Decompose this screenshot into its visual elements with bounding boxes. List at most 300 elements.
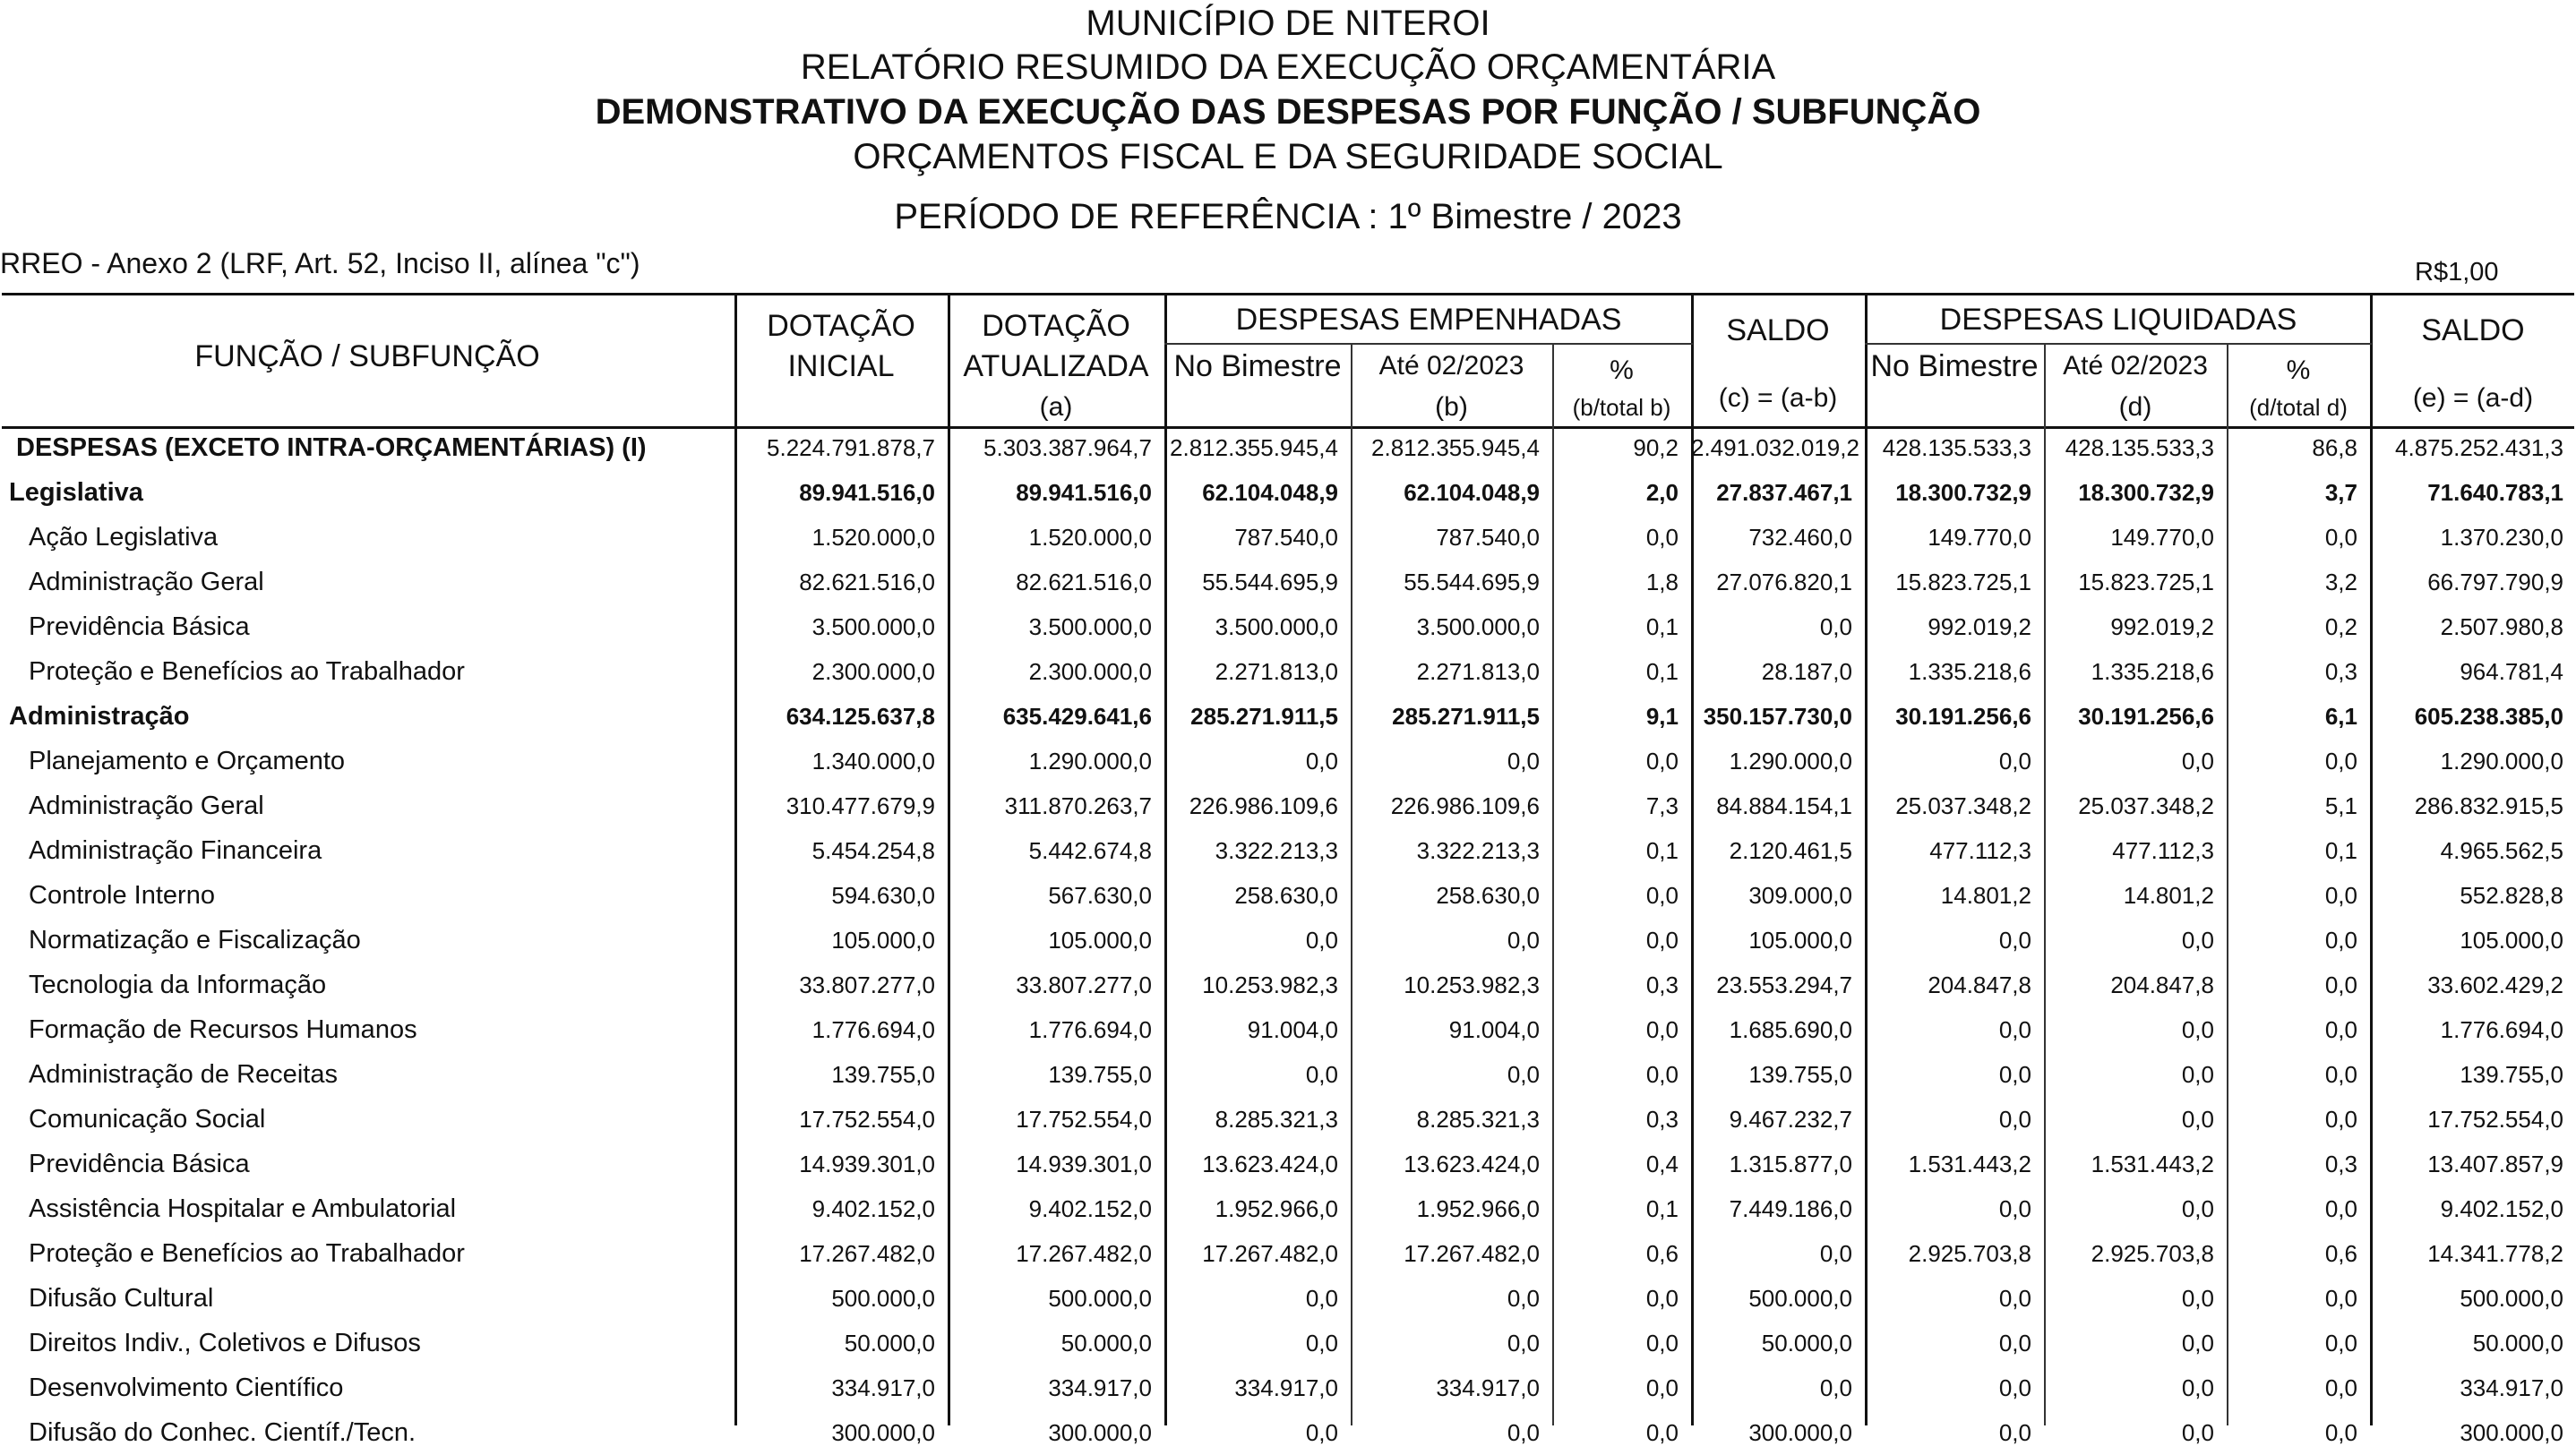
cell-liq-bimestre: 1.335.218,6 bbox=[1908, 657, 2031, 685]
table-row bbox=[0, 963, 2576, 1007]
cell-liq-ate: 14.801,2 bbox=[2123, 881, 2214, 909]
table-row bbox=[0, 1186, 2576, 1231]
cell-liq-pct: 0,3 bbox=[2324, 657, 2357, 685]
cell-emp-pct: 0,0 bbox=[1645, 523, 1679, 551]
col-header-emp-ate: (b) bbox=[1435, 392, 1468, 422]
row-label: Proteção e Benefícios ao Trabalhador bbox=[29, 1238, 465, 1268]
cell-saldo-c: 105.000,0 bbox=[1748, 926, 1852, 954]
cell-emp-ate: 17.267.482,0 bbox=[1404, 1239, 1540, 1267]
cell-dotacao-inicial: 634.125.637,8 bbox=[786, 702, 935, 730]
cell-liq-pct: 0,0 bbox=[2324, 1015, 2357, 1043]
cell-saldo-e: 334.917,0 bbox=[2460, 1374, 2563, 1401]
cell-dotacao-atualizada: 1.520.000,0 bbox=[1028, 523, 1152, 551]
cell-emp-ate: 3.322.213,3 bbox=[1416, 836, 1540, 864]
row-label: Difusão do Conhec. Científ./Tecn. bbox=[29, 1417, 416, 1447]
cell-liq-ate: 0,0 bbox=[2181, 1105, 2214, 1133]
cell-saldo-c: 1.290.000,0 bbox=[1729, 747, 1852, 775]
cell-saldo-e: 500.000,0 bbox=[2460, 1284, 2563, 1312]
cell-dotacao-inicial: 50.000,0 bbox=[844, 1329, 935, 1357]
cell-dotacao-atualizada: 17.752.554,0 bbox=[1016, 1105, 1152, 1133]
cell-liq-ate: 0,0 bbox=[2181, 926, 2214, 954]
cell-dotacao-atualizada: 1.290.000,0 bbox=[1028, 747, 1152, 775]
cell-liq-ate: 25.037.348,2 bbox=[2078, 792, 2214, 819]
col-header-saldo-e: (e) = (a-d) bbox=[2412, 383, 2534, 413]
cell-liq-ate: 477.112,3 bbox=[2112, 836, 2214, 864]
cell-saldo-c: 7.449.186,0 bbox=[1729, 1194, 1852, 1222]
cell-liq-bimestre: 0,0 bbox=[1998, 1060, 2031, 1088]
cell-emp-ate: 0,0 bbox=[1507, 1329, 1540, 1357]
cell-liq-bimestre: 0,0 bbox=[1998, 926, 2031, 954]
cell-emp-bimestre: 1.952.966,0 bbox=[1215, 1194, 1338, 1222]
cell-emp-ate: 8.285.321,3 bbox=[1416, 1105, 1540, 1133]
cell-liq-ate: 204.847,8 bbox=[2110, 971, 2214, 998]
col-group-liquidadas: DESPESAS LIQUIDADAS bbox=[1939, 303, 2297, 337]
cell-emp-ate: 0,0 bbox=[1507, 926, 1540, 954]
cell-liq-pct: 86,8 bbox=[2312, 433, 2357, 461]
cell-emp-bimestre: 334.917,0 bbox=[1234, 1374, 1338, 1401]
cell-saldo-e: 14.341.778,2 bbox=[2427, 1239, 2563, 1267]
cell-liq-bimestre: 15.823.725,1 bbox=[1895, 568, 2031, 595]
col-header-emp-bimestre: No Bimestre bbox=[1173, 349, 1342, 383]
cell-emp-pct: 0,0 bbox=[1645, 747, 1679, 775]
cell-saldo-c: 309.000,0 bbox=[1748, 881, 1852, 909]
cell-liq-pct: 5,1 bbox=[2324, 792, 2357, 819]
group-rule-empenhadas bbox=[1164, 343, 1693, 345]
cell-emp-bimestre: 91.004,0 bbox=[1247, 1015, 1338, 1043]
cell-liq-bimestre: 0,0 bbox=[1998, 1329, 2031, 1357]
cell-saldo-e: 17.752.554,0 bbox=[2427, 1105, 2563, 1133]
row-label: Planejamento e Orçamento bbox=[29, 746, 346, 775]
currency-unit: R$1,00 bbox=[2415, 258, 2499, 287]
table-row bbox=[0, 873, 2576, 918]
cell-emp-ate: 226.986.109,6 bbox=[1390, 792, 1540, 819]
cell-liq-bimestre: 0,0 bbox=[1998, 1418, 2031, 1446]
cell-dotacao-atualizada: 300.000,0 bbox=[1048, 1418, 1152, 1446]
cell-emp-ate: 0,0 bbox=[1507, 747, 1540, 775]
cell-dotacao-atualizada: 635.429.641,6 bbox=[1002, 702, 1152, 730]
col-header-emp-pct: (b/total b) bbox=[1572, 394, 1671, 421]
table-row bbox=[0, 1276, 2576, 1321]
cell-liq-ate: 0,0 bbox=[2181, 1284, 2214, 1312]
cell-liq-bimestre: 0,0 bbox=[1998, 1284, 2031, 1312]
col-header-liq-ate: Até 02/2023 bbox=[2063, 351, 2208, 381]
cell-dotacao-atualizada: 567.630,0 bbox=[1048, 881, 1152, 909]
cell-dotacao-atualizada: 9.402.152,0 bbox=[1028, 1194, 1152, 1222]
cell-emp-pct: 0,0 bbox=[1645, 881, 1679, 909]
cell-emp-ate: 91.004,0 bbox=[1448, 1015, 1540, 1043]
cell-liq-ate: 18.300.732,9 bbox=[2078, 478, 2214, 506]
col-header-funcao: FUNÇÃO / SUBFUNÇÃO bbox=[194, 339, 540, 373]
cell-dotacao-inicial: 89.941.516,0 bbox=[799, 478, 935, 506]
cell-emp-bimestre: 226.986.109,6 bbox=[1189, 792, 1338, 819]
row-label: DESPESAS (EXCETO INTRA-ORÇAMENTÁRIAS) (I) bbox=[16, 432, 647, 462]
cell-emp-pct: 7,3 bbox=[1645, 792, 1679, 819]
row-label: Difusão Cultural bbox=[29, 1283, 214, 1313]
cell-saldo-c: 0,0 bbox=[1819, 612, 1852, 640]
cell-liq-ate: 0,0 bbox=[2181, 1374, 2214, 1401]
cell-dotacao-inicial: 17.267.482,0 bbox=[799, 1239, 935, 1267]
cell-liq-bimestre: 1.531.443,2 bbox=[1908, 1150, 2031, 1177]
cell-emp-bimestre: 10.253.982,3 bbox=[1202, 971, 1338, 998]
table-row bbox=[0, 1052, 2576, 1097]
row-label: Desenvolvimento Científico bbox=[29, 1373, 344, 1402]
row-label: Assistência Hospitalar e Ambulatorial bbox=[29, 1194, 457, 1223]
table-row bbox=[0, 649, 2576, 694]
cell-dotacao-atualizada: 105.000,0 bbox=[1048, 926, 1152, 954]
cell-dotacao-atualizada: 17.267.482,0 bbox=[1016, 1239, 1152, 1267]
cell-saldo-e: 4.875.252.431,3 bbox=[2395, 433, 2563, 461]
cell-dotacao-inicial: 594.630,0 bbox=[831, 881, 935, 909]
col-header-liq-pct: % bbox=[2286, 355, 2311, 385]
table-row bbox=[0, 1097, 2576, 1142]
cell-liq-ate: 428.135.533,3 bbox=[2065, 433, 2214, 461]
row-label: Administração Geral bbox=[29, 567, 264, 596]
cell-dotacao-inicial: 14.939.301,0 bbox=[799, 1150, 935, 1177]
cell-liq-ate: 0,0 bbox=[2181, 747, 2214, 775]
cell-saldo-c: 0,0 bbox=[1819, 1239, 1852, 1267]
cell-emp-bimestre: 787.540,0 bbox=[1234, 523, 1338, 551]
cell-liq-pct: 0,0 bbox=[2324, 1329, 2357, 1357]
cell-dotacao-atualizada: 311.870.263,7 bbox=[1004, 792, 1152, 819]
cell-liq-bimestre: 149.770,0 bbox=[1928, 523, 2031, 551]
cell-saldo-c: 139.755,0 bbox=[1748, 1060, 1852, 1088]
cell-emp-pct: 0,0 bbox=[1645, 1329, 1679, 1357]
cell-emp-pct: 0,1 bbox=[1645, 612, 1679, 640]
report-municipality: MUNICÍPIO DE NITEROI bbox=[1086, 4, 1490, 43]
table-row bbox=[0, 604, 2576, 649]
expense-table bbox=[0, 425, 2576, 1455]
col-header-saldo-c: SALDO bbox=[1726, 313, 1830, 347]
row-label: Proteção e Benefícios ao Trabalhador bbox=[29, 656, 465, 686]
cell-emp-pct: 0,0 bbox=[1645, 1284, 1679, 1312]
cell-emp-pct: 0,6 bbox=[1645, 1239, 1679, 1267]
report-budget-scope: ORÇAMENTOS FISCAL E DA SEGURIDADE SOCIAL bbox=[853, 137, 1723, 176]
cell-saldo-e: 71.640.783,1 bbox=[2427, 478, 2563, 506]
row-label: Administração de Receitas bbox=[29, 1059, 338, 1089]
col-header-emp-ate: Até 02/2023 bbox=[1378, 351, 1524, 381]
cell-emp-pct: 0,1 bbox=[1645, 657, 1679, 685]
cell-liq-pct: 6,1 bbox=[2324, 702, 2357, 730]
cell-dotacao-atualizada: 3.500.000,0 bbox=[1028, 612, 1152, 640]
cell-saldo-c: 50.000,0 bbox=[1761, 1329, 1852, 1357]
cell-liq-pct: 0,0 bbox=[2324, 926, 2357, 954]
row-label: Controle Interno bbox=[29, 880, 215, 910]
cell-emp-ate: 0,0 bbox=[1507, 1418, 1540, 1446]
cell-liq-pct: 0,3 bbox=[2324, 1150, 2357, 1177]
cell-saldo-e: 139.755,0 bbox=[2460, 1060, 2563, 1088]
cell-dotacao-inicial: 33.807.277,0 bbox=[799, 971, 935, 998]
cell-emp-bimestre: 62.104.048,9 bbox=[1202, 478, 1338, 506]
cell-liq-ate: 1.531.443,2 bbox=[2091, 1150, 2214, 1177]
cell-saldo-c: 27.837.467,1 bbox=[1716, 478, 1852, 506]
cell-dotacao-inicial: 334.917,0 bbox=[831, 1374, 935, 1401]
cell-liq-ate: 0,0 bbox=[2181, 1194, 2214, 1222]
cell-emp-bimestre: 17.267.482,0 bbox=[1202, 1239, 1338, 1267]
row-label: Comunicação Social bbox=[29, 1104, 266, 1134]
cell-liq-pct: 0,0 bbox=[2324, 523, 2357, 551]
cell-liq-ate: 0,0 bbox=[2181, 1015, 2214, 1043]
cell-liq-pct: 0,0 bbox=[2324, 1060, 2357, 1088]
cell-dotacao-atualizada: 5.442.674,8 bbox=[1028, 836, 1152, 864]
cell-emp-bimestre: 8.285.321,3 bbox=[1215, 1105, 1338, 1133]
table-row bbox=[0, 560, 2576, 604]
cell-emp-pct: 90,2 bbox=[1633, 433, 1679, 461]
cell-dotacao-inicial: 9.402.152,0 bbox=[811, 1194, 935, 1222]
cell-saldo-c: 9.467.232,7 bbox=[1729, 1105, 1852, 1133]
cell-emp-ate: 0,0 bbox=[1507, 1284, 1540, 1312]
cell-saldo-e: 13.407.857,9 bbox=[2427, 1150, 2563, 1177]
cell-emp-ate: 2.812.355.945,4 bbox=[1371, 433, 1540, 461]
cell-liq-pct: 0,0 bbox=[2324, 1418, 2357, 1446]
cell-liq-pct: 0,0 bbox=[2324, 1105, 2357, 1133]
col-header-dotacao-inicial: DOTAÇÃO bbox=[767, 309, 915, 343]
table-row bbox=[0, 515, 2576, 560]
cell-liq-pct: 0,0 bbox=[2324, 1194, 2357, 1222]
cell-liq-bimestre: 0,0 bbox=[1998, 1105, 2031, 1133]
col-group-empenhadas: DESPESAS EMPENHADAS bbox=[1235, 303, 1622, 337]
cell-dotacao-atualizada: 2.300.000,0 bbox=[1028, 657, 1152, 685]
row-label: Normatização e Fiscalização bbox=[29, 925, 361, 954]
cell-emp-pct: 0,0 bbox=[1645, 1015, 1679, 1043]
cell-dotacao-inicial: 500.000,0 bbox=[831, 1284, 935, 1312]
report-title: RELATÓRIO RESUMIDO DA EXECUÇÃO ORÇAMENTÁRIA bbox=[800, 47, 1776, 87]
cell-emp-bimestre: 285.271.911,5 bbox=[1190, 702, 1338, 730]
table-row bbox=[0, 918, 2576, 963]
cell-emp-pct: 0,4 bbox=[1645, 1150, 1679, 1177]
cell-liq-bimestre: 0,0 bbox=[1998, 1194, 2031, 1222]
table-row bbox=[0, 694, 2576, 739]
cell-liq-ate: 0,0 bbox=[2181, 1418, 2214, 1446]
cell-dotacao-inicial: 3.500.000,0 bbox=[811, 612, 935, 640]
col-header-liq-ate: (d) bbox=[2118, 392, 2152, 422]
cell-emp-bimestre: 2.812.355.945,4 bbox=[1170, 433, 1338, 461]
cell-saldo-c: 732.460,0 bbox=[1748, 523, 1852, 551]
cell-saldo-e: 4.965.562,5 bbox=[2440, 836, 2563, 864]
cell-liq-ate: 2.925.703,8 bbox=[2091, 1239, 2214, 1267]
cell-liq-ate: 992.019,2 bbox=[2110, 612, 2214, 640]
cell-liq-bimestre: 25.037.348,2 bbox=[1895, 792, 2031, 819]
cell-liq-bimestre: 18.300.732,9 bbox=[1895, 478, 2031, 506]
cell-liq-bimestre: 204.847,8 bbox=[1928, 971, 2031, 998]
cell-liq-pct: 0,1 bbox=[2324, 836, 2357, 864]
cell-emp-ate: 1.952.966,0 bbox=[1416, 1194, 1540, 1222]
col-header-liq-bimestre: No Bimestre bbox=[1870, 349, 2039, 383]
cell-dotacao-inicial: 1.520.000,0 bbox=[811, 523, 935, 551]
col-header-emp-pct: % bbox=[1610, 355, 1634, 385]
table-row bbox=[0, 425, 2576, 470]
cell-liq-pct: 0,0 bbox=[2324, 747, 2357, 775]
row-label: Ação Legislativa bbox=[29, 522, 219, 552]
cell-dotacao-atualizada: 33.807.277,0 bbox=[1016, 971, 1152, 998]
row-label: Administração Financeira bbox=[29, 835, 322, 865]
cell-saldo-e: 33.602.429,2 bbox=[2427, 971, 2563, 998]
cell-dotacao-inicial: 5.454.254,8 bbox=[811, 836, 935, 864]
cell-liq-bimestre: 0,0 bbox=[1998, 1374, 2031, 1401]
cell-emp-pct: 0,3 bbox=[1645, 1105, 1679, 1133]
cell-dotacao-atualizada: 50.000,0 bbox=[1060, 1329, 1152, 1357]
row-label: Administração bbox=[9, 701, 190, 731]
cell-saldo-e: 105.000,0 bbox=[2460, 926, 2563, 954]
cell-emp-pct: 2,0 bbox=[1645, 478, 1679, 506]
annex-reference: RREO - Anexo 2 (LRF, Art. 52, Inciso II, alínea "c") bbox=[0, 247, 640, 279]
cell-emp-ate: 285.271.911,5 bbox=[1392, 702, 1540, 730]
cell-emp-bimestre: 0,0 bbox=[1305, 1329, 1338, 1357]
cell-liq-bimestre: 0,0 bbox=[1998, 747, 2031, 775]
cell-dotacao-inicial: 17.752.554,0 bbox=[799, 1105, 935, 1133]
col-header-dotacao-atualizada: (a) bbox=[1039, 392, 1073, 422]
cell-emp-ate: 55.544.695,9 bbox=[1404, 568, 1540, 595]
table-row bbox=[0, 739, 2576, 783]
group-rule-liquidadas bbox=[1865, 343, 2372, 345]
cell-saldo-e: 9.402.152,0 bbox=[2440, 1194, 2563, 1222]
col-header-liq-pct: (d/total d) bbox=[2249, 394, 2348, 421]
row-label: Tecnologia da Informação bbox=[29, 970, 327, 999]
cell-dotacao-inicial: 82.621.516,0 bbox=[799, 568, 935, 595]
cell-liq-bimestre: 14.801,2 bbox=[1940, 881, 2031, 909]
cell-dotacao-inicial: 2.300.000,0 bbox=[811, 657, 935, 685]
cell-dotacao-atualizada: 14.939.301,0 bbox=[1016, 1150, 1152, 1177]
row-label: Administração Geral bbox=[29, 791, 264, 820]
cell-saldo-c: 84.884.154,1 bbox=[1716, 792, 1852, 819]
cell-liq-ate: 149.770,0 bbox=[2110, 523, 2214, 551]
row-label: Previdência Básica bbox=[29, 1149, 250, 1178]
cell-emp-pct: 0,0 bbox=[1645, 926, 1679, 954]
cell-liq-pct: 0,6 bbox=[2324, 1239, 2357, 1267]
cell-emp-ate: 3.500.000,0 bbox=[1416, 612, 1540, 640]
table-row bbox=[0, 1321, 2576, 1365]
cell-emp-pct: 0,0 bbox=[1645, 1060, 1679, 1088]
cell-dotacao-atualizada: 82.621.516,0 bbox=[1016, 568, 1152, 595]
cell-emp-bimestre: 13.623.424,0 bbox=[1202, 1150, 1338, 1177]
table-row bbox=[0, 1365, 2576, 1410]
cell-saldo-c: 1.685.690,0 bbox=[1729, 1015, 1852, 1043]
cell-emp-pct: 0,0 bbox=[1645, 1418, 1679, 1446]
col-header-dotacao-inicial: INICIAL bbox=[787, 349, 895, 383]
cell-dotacao-atualizada: 139.755,0 bbox=[1048, 1060, 1152, 1088]
cell-saldo-c: 350.157.730,0 bbox=[1703, 702, 1852, 730]
cell-dotacao-inicial: 310.477.679,9 bbox=[786, 792, 935, 819]
col-header-dotacao-atualizada: ATUALIZADA bbox=[963, 349, 1149, 383]
cell-liq-pct: 3,7 bbox=[2324, 478, 2357, 506]
cell-emp-pct: 0,3 bbox=[1645, 971, 1679, 998]
cell-emp-bimestre: 0,0 bbox=[1305, 1060, 1338, 1088]
table-row bbox=[0, 783, 2576, 828]
cell-emp-pct: 9,1 bbox=[1645, 702, 1679, 730]
cell-emp-bimestre: 55.544.695,9 bbox=[1202, 568, 1338, 595]
cell-dotacao-inicial: 1.776.694,0 bbox=[811, 1015, 935, 1043]
cell-liq-bimestre: 0,0 bbox=[1998, 1015, 2031, 1043]
cell-dotacao-inicial: 139.755,0 bbox=[831, 1060, 935, 1088]
cell-emp-ate: 334.917,0 bbox=[1436, 1374, 1540, 1401]
cell-dotacao-atualizada: 1.776.694,0 bbox=[1028, 1015, 1152, 1043]
cell-saldo-c: 28.187,0 bbox=[1761, 657, 1852, 685]
table-row bbox=[0, 470, 2576, 515]
cell-liq-pct: 0,0 bbox=[2324, 1284, 2357, 1312]
cell-liq-pct: 0,2 bbox=[2324, 612, 2357, 640]
cell-liq-ate: 15.823.725,1 bbox=[2078, 568, 2214, 595]
col-header-saldo-e: SALDO bbox=[2421, 313, 2525, 347]
cell-saldo-e: 552.828,8 bbox=[2460, 881, 2563, 909]
cell-dotacao-atualizada: 89.941.516,0 bbox=[1016, 478, 1152, 506]
cell-liq-bimestre: 428.135.533,3 bbox=[1882, 433, 2031, 461]
cell-saldo-e: 1.290.000,0 bbox=[2440, 747, 2563, 775]
cell-emp-ate: 62.104.048,9 bbox=[1404, 478, 1540, 506]
cell-saldo-e: 1.370.230,0 bbox=[2440, 523, 2563, 551]
cell-liq-ate: 30.191.256,6 bbox=[2078, 702, 2214, 730]
cell-liq-pct: 0,0 bbox=[2324, 971, 2357, 998]
table-body bbox=[0, 425, 2576, 1455]
cell-saldo-e: 66.797.790,9 bbox=[2427, 568, 2563, 595]
cell-saldo-e: 50.000,0 bbox=[2472, 1329, 2563, 1357]
cell-emp-ate: 10.253.982,3 bbox=[1404, 971, 1540, 998]
table-row bbox=[0, 1410, 2576, 1455]
col-header-dotacao-atualizada: DOTAÇÃO bbox=[982, 309, 1130, 343]
cell-saldo-e: 1.776.694,0 bbox=[2440, 1015, 2563, 1043]
row-label: Legislativa bbox=[9, 477, 143, 507]
cell-dotacao-inicial: 1.340.000,0 bbox=[811, 747, 935, 775]
cell-liq-pct: 3,2 bbox=[2324, 568, 2357, 595]
cell-liq-bimestre: 992.019,2 bbox=[1928, 612, 2031, 640]
cell-emp-ate: 258.630,0 bbox=[1436, 881, 1540, 909]
cell-emp-ate: 0,0 bbox=[1507, 1060, 1540, 1088]
cell-dotacao-atualizada: 334.917,0 bbox=[1048, 1374, 1152, 1401]
cell-saldo-c: 500.000,0 bbox=[1748, 1284, 1852, 1312]
cell-emp-bimestre: 0,0 bbox=[1305, 747, 1338, 775]
row-label: Direitos Indiv., Coletivos e Difusos bbox=[29, 1328, 421, 1357]
cell-saldo-c: 1.315.877,0 bbox=[1729, 1150, 1852, 1177]
table-row bbox=[0, 828, 2576, 873]
table-row bbox=[0, 1231, 2576, 1276]
cell-liq-pct: 0,0 bbox=[2324, 881, 2357, 909]
cell-emp-bimestre: 3.322.213,3 bbox=[1215, 836, 1338, 864]
cell-emp-pct: 0,0 bbox=[1645, 1374, 1679, 1401]
row-label: Formação de Recursos Humanos bbox=[29, 1014, 417, 1044]
cell-liq-ate: 0,0 bbox=[2181, 1329, 2214, 1357]
cell-emp-ate: 787.540,0 bbox=[1436, 523, 1540, 551]
col-header-saldo-c: (c) = (a-b) bbox=[1718, 383, 1838, 413]
table-row bbox=[0, 1007, 2576, 1052]
cell-liq-ate: 1.335.218,6 bbox=[2091, 657, 2214, 685]
cell-liq-pct: 0,0 bbox=[2324, 1374, 2357, 1401]
cell-dotacao-inicial: 300.000,0 bbox=[831, 1418, 935, 1446]
cell-saldo-e: 300.000,0 bbox=[2460, 1418, 2563, 1446]
cell-emp-bimestre: 3.500.000,0 bbox=[1215, 612, 1338, 640]
cell-liq-bimestre: 2.925.703,8 bbox=[1908, 1239, 2031, 1267]
cell-emp-pct: 0,1 bbox=[1645, 836, 1679, 864]
cell-saldo-c: 2.491.032.019,2 bbox=[1691, 433, 1859, 461]
report-subtitle: DEMONSTRATIVO DA EXECUÇÃO DAS DESPESAS POR FUNÇÃO / SUBFUNÇÃO bbox=[595, 92, 1981, 132]
cell-emp-bimestre: 0,0 bbox=[1305, 926, 1338, 954]
row-label: Previdência Básica bbox=[29, 612, 250, 641]
cell-emp-bimestre: 0,0 bbox=[1305, 1284, 1338, 1312]
cell-saldo-c: 27.076.820,1 bbox=[1716, 568, 1852, 595]
cell-emp-ate: 13.623.424,0 bbox=[1404, 1150, 1540, 1177]
cell-emp-bimestre: 258.630,0 bbox=[1234, 881, 1338, 909]
cell-dotacao-inicial: 5.224.791.878,7 bbox=[767, 433, 935, 461]
cell-saldo-c: 0,0 bbox=[1819, 1374, 1852, 1401]
cell-saldo-c: 2.120.461,5 bbox=[1729, 836, 1852, 864]
cell-saldo-e: 605.238.385,0 bbox=[2414, 702, 2563, 730]
header-top-rule bbox=[2, 293, 2574, 295]
cell-liq-ate: 0,0 bbox=[2181, 1060, 2214, 1088]
cell-emp-bimestre: 2.271.813,0 bbox=[1215, 657, 1338, 685]
cell-saldo-c: 23.553.294,7 bbox=[1716, 971, 1852, 998]
cell-dotacao-atualizada: 500.000,0 bbox=[1048, 1284, 1152, 1312]
report-period: PERÍODO DE REFERÊNCIA : 1º Bimestre / 2023 bbox=[894, 197, 1682, 236]
cell-dotacao-atualizada: 5.303.387.964,7 bbox=[983, 433, 1152, 461]
cell-saldo-e: 964.781,4 bbox=[2460, 657, 2563, 685]
cell-saldo-c: 300.000,0 bbox=[1748, 1418, 1852, 1446]
